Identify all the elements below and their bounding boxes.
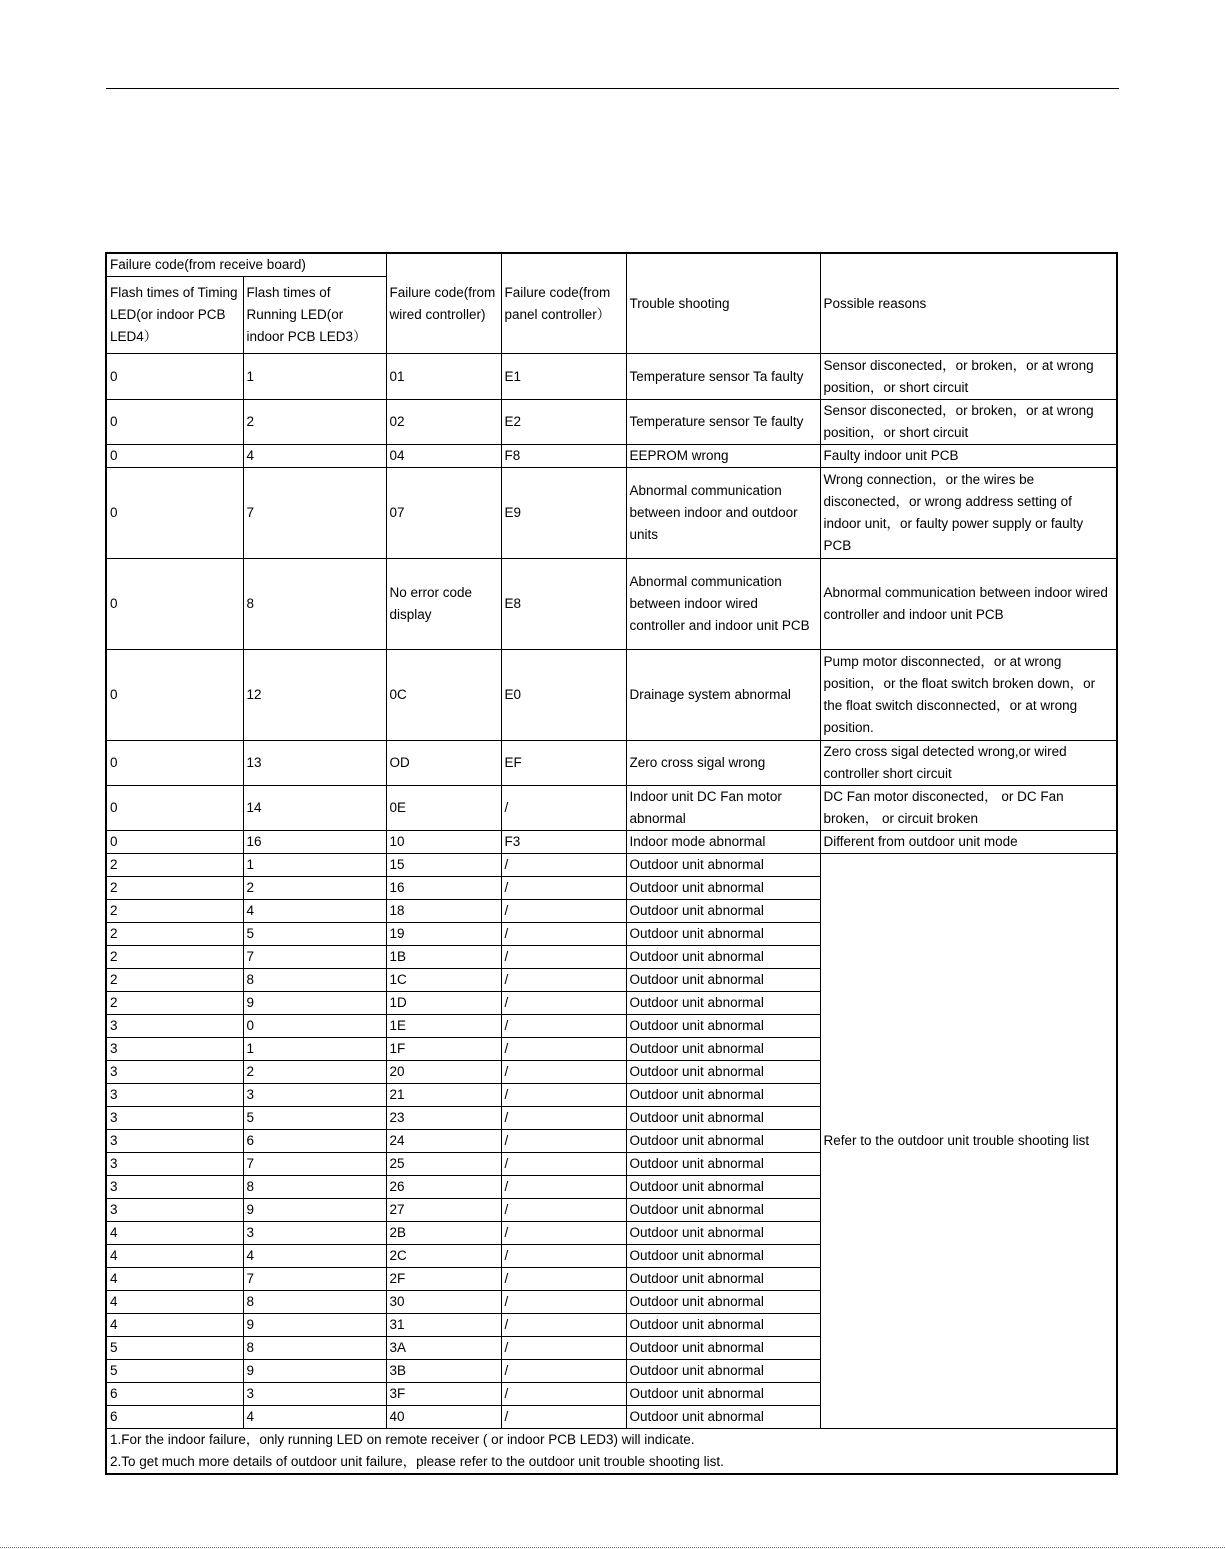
- panel-code-cell: /: [501, 1314, 626, 1337]
- wired-code-cell: 3B: [386, 1360, 501, 1383]
- reason-cell: Sensor disconected，or broken，or at wrong position，or short circuit: [820, 354, 1117, 400]
- trouble-cell: Outdoor unit abnormal: [626, 1199, 820, 1222]
- trouble-cell: Outdoor unit abnormal: [626, 1314, 820, 1337]
- header-possible-reasons: Possible reasons: [820, 253, 1117, 354]
- wired-code-cell: 3A: [386, 1337, 501, 1360]
- running-led-cell: 9: [243, 1314, 386, 1337]
- wired-code-cell: 16: [386, 877, 501, 900]
- header-wired-code: Failure code(from wired controller): [386, 253, 501, 354]
- wired-code-cell: 15: [386, 854, 501, 877]
- trouble-cell: Outdoor unit abnormal: [626, 1337, 820, 1360]
- notes-cell: [106, 1429, 1117, 1475]
- timing-led-cell: 3: [106, 1015, 243, 1038]
- panel-code-cell: E9: [501, 468, 626, 559]
- wired-code-cell: 3F: [386, 1383, 501, 1406]
- panel-code-cell: E0: [501, 650, 626, 741]
- trouble-cell: Outdoor unit abnormal: [626, 900, 820, 923]
- panel-code-cell: /: [501, 1360, 626, 1383]
- failure-code-table: [105, 252, 1118, 1475]
- running-led-cell: 1: [243, 854, 386, 877]
- reason-cell: Zero cross sigal detected wrong,or wired controller short circuit: [820, 741, 1117, 786]
- timing-led-cell: 3: [106, 1061, 243, 1084]
- table-row: [106, 468, 1117, 559]
- timing-led-cell: 3: [106, 1130, 243, 1153]
- panel-code-cell: /: [501, 1245, 626, 1268]
- timing-led-cell: 4: [106, 1314, 243, 1337]
- trouble-cell: Outdoor unit abnormal: [626, 1038, 820, 1061]
- note-2: 2.To get much more details of outdoor unit failure，please refer to the outdoor unit trouble shooting list.: [110, 1454, 724, 1469]
- trouble-cell: Outdoor unit abnormal: [626, 1015, 820, 1038]
- panel-code-cell: /: [501, 992, 626, 1015]
- running-led-cell: 4: [243, 1406, 386, 1429]
- trouble-cell: Outdoor unit abnormal: [626, 1061, 820, 1084]
- timing-led-cell: 4: [106, 1245, 243, 1268]
- trouble-cell: Abnormal communication between indoor wired controller and indoor unit PCB: [626, 559, 820, 650]
- header-panel-code: Failure code(from panel controller）: [501, 253, 626, 354]
- timing-led-cell: 2: [106, 969, 243, 992]
- trouble-cell: Outdoor unit abnormal: [626, 946, 820, 969]
- timing-led-cell: 2: [106, 992, 243, 1015]
- reason-cell: DC Fan motor disconected， or DC Fan broken， or circuit broken: [820, 786, 1117, 831]
- wired-code-cell: 2B: [386, 1222, 501, 1245]
- panel-code-cell: /: [501, 1383, 626, 1406]
- reason-cell: Sensor disconected，or broken，or at wrong position，or short circuit: [820, 400, 1117, 445]
- trouble-cell: EEPROM wrong: [626, 445, 820, 468]
- trouble-cell: Outdoor unit abnormal: [626, 1406, 820, 1429]
- table-row: [106, 741, 1117, 786]
- panel-code-cell: /: [501, 786, 626, 831]
- timing-led-cell: 2: [106, 923, 243, 946]
- timing-led-cell: 4: [106, 1222, 243, 1245]
- header-running-led: Flash times of Running LED(or indoor PCB LED3）: [243, 277, 386, 354]
- trouble-cell: Outdoor unit abnormal: [626, 1153, 820, 1176]
- panel-code-cell: /: [501, 1406, 626, 1429]
- wired-code-cell: 1E: [386, 1015, 501, 1038]
- timing-led-cell: 0: [106, 445, 243, 468]
- timing-led-cell: 0: [106, 650, 243, 741]
- wired-code-cell: 0E: [386, 786, 501, 831]
- panel-code-cell: /: [501, 946, 626, 969]
- trouble-cell: Outdoor unit abnormal: [626, 1176, 820, 1199]
- timing-led-cell: 6: [106, 1406, 243, 1429]
- trouble-cell: Indoor mode abnormal: [626, 831, 820, 854]
- running-led-cell: 8: [243, 1291, 386, 1314]
- panel-code-cell: /: [501, 1061, 626, 1084]
- wired-code-cell: 40: [386, 1406, 501, 1429]
- wired-code-cell: 2F: [386, 1268, 501, 1291]
- running-led-cell: 3: [243, 1222, 386, 1245]
- table-row: [106, 831, 1117, 854]
- timing-led-cell: 0: [106, 354, 243, 400]
- wired-code-cell: 2C: [386, 1245, 501, 1268]
- trouble-cell: Outdoor unit abnormal: [626, 877, 820, 900]
- trouble-cell: Indoor unit DC Fan motor abnormal: [626, 786, 820, 831]
- header-rule: [106, 88, 1119, 89]
- panel-code-cell: /: [501, 1107, 626, 1130]
- table-row: [106, 445, 1117, 468]
- running-led-cell: 4: [243, 1245, 386, 1268]
- timing-led-cell: 4: [106, 1291, 243, 1314]
- timing-led-cell: 4: [106, 1268, 243, 1291]
- trouble-cell: Outdoor unit abnormal: [626, 1222, 820, 1245]
- wired-code-cell: 27: [386, 1199, 501, 1222]
- trouble-cell: Outdoor unit abnormal: [626, 1107, 820, 1130]
- wired-code-cell: 01: [386, 354, 501, 400]
- trouble-cell: Outdoor unit abnormal: [626, 1383, 820, 1406]
- wired-code-cell: 18: [386, 900, 501, 923]
- running-led-cell: 12: [243, 650, 386, 741]
- trouble-cell: Outdoor unit abnormal: [626, 1291, 820, 1314]
- reason-cell: Abnormal communication between indoor wired controller and indoor unit PCB: [820, 559, 1117, 650]
- panel-code-cell: E1: [501, 354, 626, 400]
- timing-led-cell: 2: [106, 877, 243, 900]
- indoor-rows: [106, 354, 1117, 854]
- wired-code-cell: 21: [386, 1084, 501, 1107]
- panel-code-cell: /: [501, 969, 626, 992]
- trouble-cell: Outdoor unit abnormal: [626, 1360, 820, 1383]
- trouble-cell: Drainage system abnormal: [626, 650, 820, 741]
- running-led-cell: 16: [243, 831, 386, 854]
- running-led-cell: 4: [243, 445, 386, 468]
- timing-led-cell: 5: [106, 1360, 243, 1383]
- timing-led-cell: 2: [106, 946, 243, 969]
- running-led-cell: 9: [243, 1199, 386, 1222]
- running-led-cell: 2: [243, 400, 386, 445]
- running-led-cell: 5: [243, 1107, 386, 1130]
- timing-led-cell: 3: [106, 1038, 243, 1061]
- running-led-cell: 6: [243, 1130, 386, 1153]
- wired-code-cell: No error code display: [386, 559, 501, 650]
- trouble-cell: Abnormal communication between indoor and outdoor units: [626, 468, 820, 559]
- running-led-cell: 13: [243, 741, 386, 786]
- running-led-cell: 9: [243, 992, 386, 1015]
- trouble-cell: Outdoor unit abnormal: [626, 992, 820, 1015]
- running-led-cell: 7: [243, 1268, 386, 1291]
- wired-code-cell: 23: [386, 1107, 501, 1130]
- header-timing-led: Flash times of Timing LED(or indoor PCB LED4）: [106, 277, 243, 354]
- wired-code-cell: 04: [386, 445, 501, 468]
- timing-led-cell: 2: [106, 900, 243, 923]
- wired-code-cell: 19: [386, 923, 501, 946]
- panel-code-cell: /: [501, 923, 626, 946]
- wired-code-cell: 1F: [386, 1038, 501, 1061]
- running-led-cell: 3: [243, 1084, 386, 1107]
- timing-led-cell: 0: [106, 831, 243, 854]
- trouble-cell: Temperature sensor Ta faulty: [626, 354, 820, 400]
- trouble-cell: Outdoor unit abnormal: [626, 969, 820, 992]
- timing-led-cell: 6: [106, 1383, 243, 1406]
- panel-code-cell: E8: [501, 559, 626, 650]
- wired-code-cell: 25: [386, 1153, 501, 1176]
- running-led-cell: 3: [243, 1383, 386, 1406]
- timing-led-cell: 3: [106, 1199, 243, 1222]
- panel-code-cell: F3: [501, 831, 626, 854]
- panel-code-cell: /: [501, 877, 626, 900]
- running-led-cell: 1: [243, 1038, 386, 1061]
- panel-code-cell: /: [501, 1038, 626, 1061]
- running-led-cell: 7: [243, 1153, 386, 1176]
- wired-code-cell: 1B: [386, 946, 501, 969]
- running-led-cell: 8: [243, 559, 386, 650]
- reason-cell: Wrong connection，or the wires be disconected，or wrong address setting of indoor unit，or faulty power supply or faulty PCB: [820, 468, 1117, 559]
- trouble-cell: Outdoor unit abnormal: [626, 1268, 820, 1291]
- panel-code-cell: EF: [501, 741, 626, 786]
- running-led-cell: 0: [243, 1015, 386, 1038]
- panel-code-cell: /: [501, 1015, 626, 1038]
- running-led-cell: 2: [243, 877, 386, 900]
- running-led-cell: 2: [243, 1061, 386, 1084]
- panel-code-cell: /: [501, 1176, 626, 1199]
- wired-code-cell: 02: [386, 400, 501, 445]
- header-trouble-shooting: Trouble shooting: [626, 253, 820, 354]
- trouble-cell: Outdoor unit abnormal: [626, 1084, 820, 1107]
- timing-led-cell: 3: [106, 1153, 243, 1176]
- table-row: [106, 650, 1117, 741]
- header-row-group: [106, 253, 1117, 277]
- panel-code-cell: /: [501, 1084, 626, 1107]
- table-row: [106, 559, 1117, 650]
- running-led-cell: 7: [243, 468, 386, 559]
- wired-code-cell: 10: [386, 831, 501, 854]
- panel-code-cell: /: [501, 1222, 626, 1245]
- trouble-cell: Outdoor unit abnormal: [626, 1130, 820, 1153]
- trouble-cell: Outdoor unit abnormal: [626, 923, 820, 946]
- table-row: [106, 854, 1117, 877]
- panel-code-cell: /: [501, 1199, 626, 1222]
- running-led-cell: 8: [243, 1176, 386, 1199]
- wired-code-cell: 1D: [386, 992, 501, 1015]
- outdoor-rows: [106, 854, 1117, 1429]
- panel-code-cell: /: [501, 1153, 626, 1176]
- wired-code-cell: 26: [386, 1176, 501, 1199]
- wired-code-cell: 0C: [386, 650, 501, 741]
- panel-code-cell: /: [501, 1130, 626, 1153]
- timing-led-cell: 3: [106, 1107, 243, 1130]
- table-row: [106, 354, 1117, 400]
- reason-cell: Different from outdoor unit mode: [820, 831, 1117, 854]
- panel-code-cell: E2: [501, 400, 626, 445]
- outdoor-reason-cell: Refer to the outdoor unit trouble shooting list: [820, 854, 1117, 1429]
- timing-led-cell: 3: [106, 1176, 243, 1199]
- trouble-cell: Outdoor unit abnormal: [626, 1245, 820, 1268]
- table-row: [106, 786, 1117, 831]
- panel-code-cell: /: [501, 854, 626, 877]
- trouble-cell: Zero cross sigal wrong: [626, 741, 820, 786]
- trouble-cell: Outdoor unit abnormal: [626, 854, 820, 877]
- timing-led-cell: 0: [106, 400, 243, 445]
- wired-code-cell: 20: [386, 1061, 501, 1084]
- reason-cell: Pump motor disconnected，or at wrong position，or the float switch broken down，or the float switch disconnected，or at wrong position.: [820, 650, 1117, 741]
- running-led-cell: 8: [243, 969, 386, 992]
- wired-code-cell: 1C: [386, 969, 501, 992]
- notes-row: [106, 1429, 1117, 1475]
- wired-code-cell: OD: [386, 741, 501, 786]
- timing-led-cell: 0: [106, 786, 243, 831]
- trouble-cell: Temperature sensor Te faulty: [626, 400, 820, 445]
- running-led-cell: 5: [243, 923, 386, 946]
- running-led-cell: 1: [243, 354, 386, 400]
- panel-code-cell: F8: [501, 445, 626, 468]
- timing-led-cell: 3: [106, 1084, 243, 1107]
- table-row: [106, 400, 1117, 445]
- panel-code-cell: /: [501, 1337, 626, 1360]
- running-led-cell: 7: [243, 946, 386, 969]
- panel-code-cell: /: [501, 1291, 626, 1314]
- timing-led-cell: 0: [106, 468, 243, 559]
- timing-led-cell: 5: [106, 1337, 243, 1360]
- page-bottom-rule: [0, 1547, 1225, 1548]
- wired-code-cell: 30: [386, 1291, 501, 1314]
- timing-led-cell: 2: [106, 854, 243, 877]
- wired-code-cell: 31: [386, 1314, 501, 1337]
- timing-led-cell: 0: [106, 559, 243, 650]
- note-1: 1.For the indoor failure，only running LED on remote receiver ( or indoor PCB LED3) will indicate.: [110, 1432, 695, 1447]
- timing-led-cell: 0: [106, 741, 243, 786]
- running-led-cell: 14: [243, 786, 386, 831]
- panel-code-cell: /: [501, 900, 626, 923]
- header-receive-board: Failure code(from receive board): [106, 253, 386, 277]
- running-led-cell: 9: [243, 1360, 386, 1383]
- running-led-cell: 8: [243, 1337, 386, 1360]
- reason-cell: Faulty indoor unit PCB: [820, 445, 1117, 468]
- panel-code-cell: /: [501, 1268, 626, 1291]
- wired-code-cell: 24: [386, 1130, 501, 1153]
- running-led-cell: 4: [243, 900, 386, 923]
- wired-code-cell: 07: [386, 468, 501, 559]
